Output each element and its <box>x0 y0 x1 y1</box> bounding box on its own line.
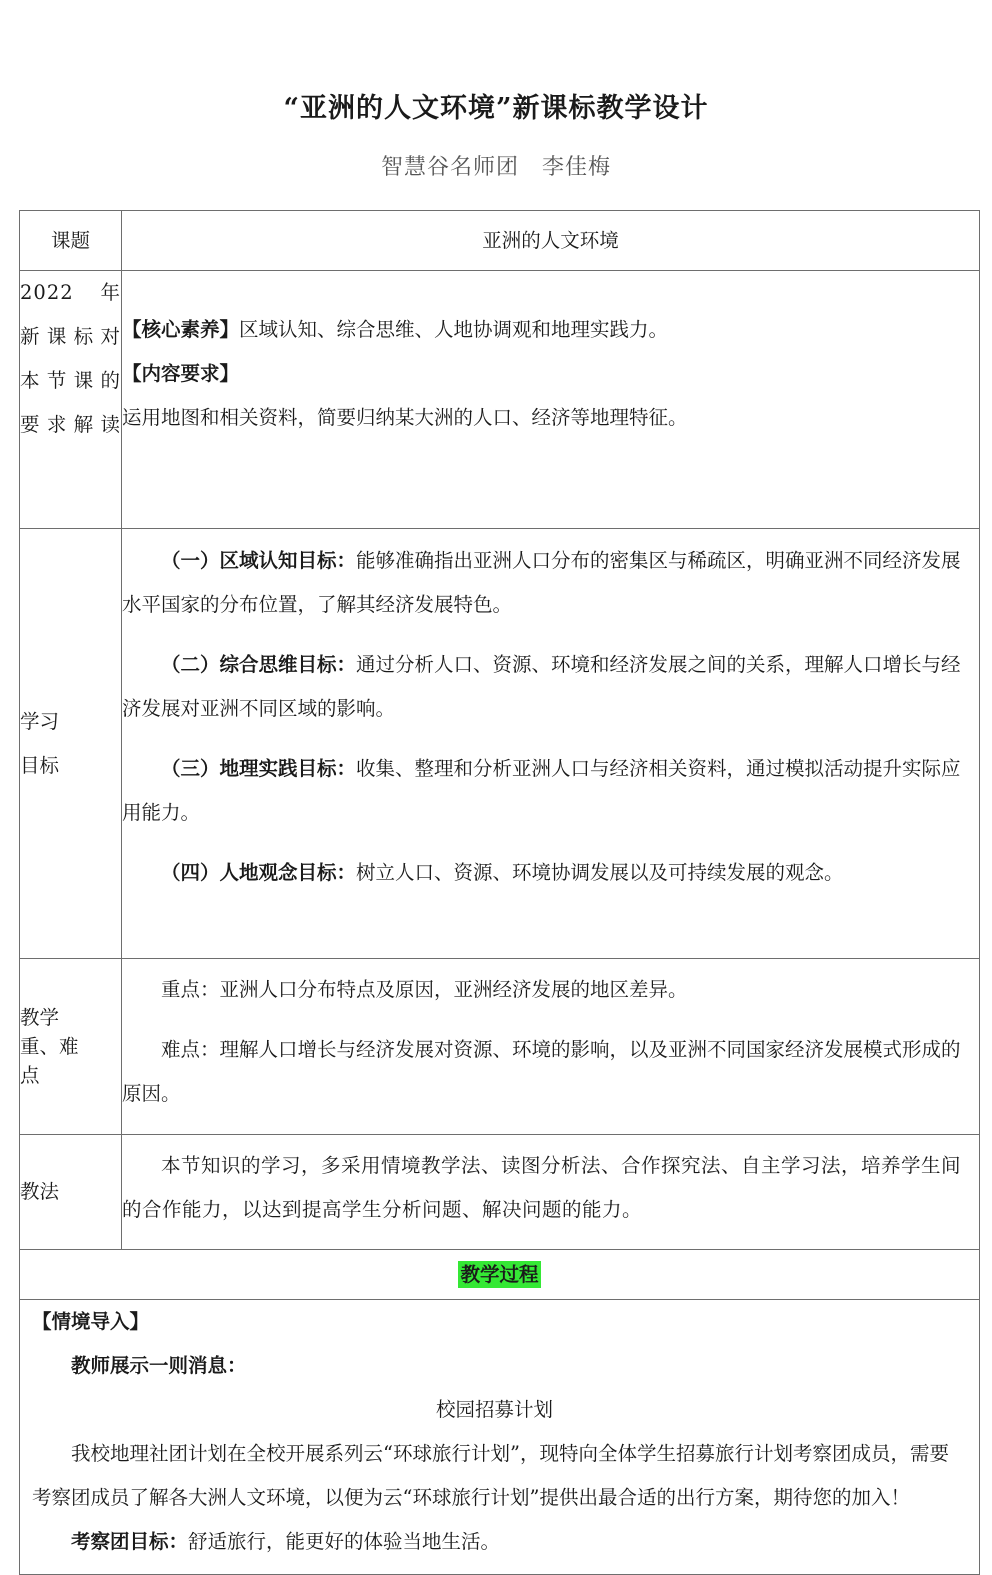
goal-text: 通过分析人口、资源、环境和经济发展之间的关系，理解人口增长与经济发展对亚洲不同区域的影响。 <box>122 653 961 720</box>
method-row <box>20 1135 980 1250</box>
core-literacy-line <box>122 308 979 352</box>
keypoints-row <box>20 959 980 1135</box>
author-line: 智慧谷名师团 李佳梅 <box>380 155 611 180</box>
process-header-row <box>20 1250 980 1300</box>
team-goal-line <box>32 1520 957 1564</box>
process-content-row <box>20 1300 980 1575</box>
goal-head: （三）地理实践目标： <box>161 757 357 780</box>
method-text: 本节知识的学习，多采用情境教学法、读图分析法、合作探究法、自主学习法，培养学生间的合作能力，以达到提高学生分析问题、解决问题的能力。 <box>122 1154 962 1221</box>
content-requirement-text: 运用地图和相关资料，简要归纳某大洲的人口、经济等地理特征。 <box>122 406 688 429</box>
goal-text: 收集、整理和分析亚洲人口与经济相关资料，通过模拟活动提升实际应用能力。 <box>122 757 961 824</box>
process-content <box>20 1300 980 1575</box>
goal-head: （二）综合思维目标： <box>161 653 357 676</box>
topic-row <box>20 211 980 271</box>
core-literacy-text: 区域认知、综合思维、人地协调观和地理实践力。 <box>239 318 669 341</box>
content-requirement-label: 【内容要求】 <box>122 362 240 385</box>
standard-content <box>122 271 980 529</box>
teacher-message-label: 教师展示一则消息： <box>71 1354 247 1377</box>
lesson-table <box>19 210 980 1575</box>
core-literacy-label: 【核心素养】 <box>122 318 240 341</box>
process-header <box>20 1250 980 1300</box>
situation-intro-label: 【情境导入】 <box>32 1310 150 1333</box>
goal-head: （一）区域认知目标： <box>161 549 357 572</box>
keypoints-content <box>122 959 980 1135</box>
goal-item <box>122 747 979 835</box>
process-label: 教学过程 <box>460 1263 539 1286</box>
goal-item <box>122 643 979 731</box>
goal-item <box>122 539 979 627</box>
notice-title: 校园招募计划 <box>435 1398 553 1421</box>
goal-text: 树立人口、资源、环境协调发展以及可持续发展的观念。 <box>356 861 844 884</box>
method-label: 教法 <box>20 1135 122 1250</box>
page-title: “亚洲的人文环境”新课标教学设计 <box>283 93 709 124</box>
team-goal-text: 舒适旅行，能更好的体验当地生活。 <box>188 1530 501 1553</box>
team-goal-label: 考察团目标： <box>71 1530 189 1553</box>
goal-text: 能够准确指出亚洲人口分布的密集区与稀疏区，明确亚洲不同经济发展水平国家的分布位置，了解其经济发展特色。 <box>122 549 961 616</box>
topic-value: 亚洲的人文环境 <box>122 211 980 271</box>
goal-item <box>122 851 979 895</box>
keypoints-label-cell <box>20 959 122 1135</box>
goals-row <box>20 529 980 959</box>
standard-row <box>20 271 980 529</box>
difficult-point-text: 难点：理解人口增长与经济发展对资源、环境的影响，以及亚洲不同国家经济发展模式形成的原因。 <box>122 1038 961 1105</box>
topic-label: 课题 <box>20 211 122 271</box>
method-content <box>122 1135 980 1250</box>
keypoints-label: 教学重、难点 <box>20 1006 79 1087</box>
goals-label-cell <box>20 529 122 959</box>
goal-head: （四）人地观念目标： <box>161 861 357 884</box>
notice-body: 我校地理社团计划在全校开展系列云“环球旅行计划”，现特向全体学生招募旅行计划考察团成员，需要考察团成员了解各大洲人文环境，以便为云“环球旅行计划”提供出最合适的出行方案，期待您的加入！ <box>32 1442 949 1509</box>
goals-label: 学习目标 <box>20 709 60 777</box>
goals-content <box>122 529 980 959</box>
standard-label: 2022 年新课标对本节课的要求解读 <box>20 271 122 529</box>
key-point-text: 重点：亚洲人口分布特点及原因，亚洲经济发展的地区差异。 <box>161 978 688 1001</box>
